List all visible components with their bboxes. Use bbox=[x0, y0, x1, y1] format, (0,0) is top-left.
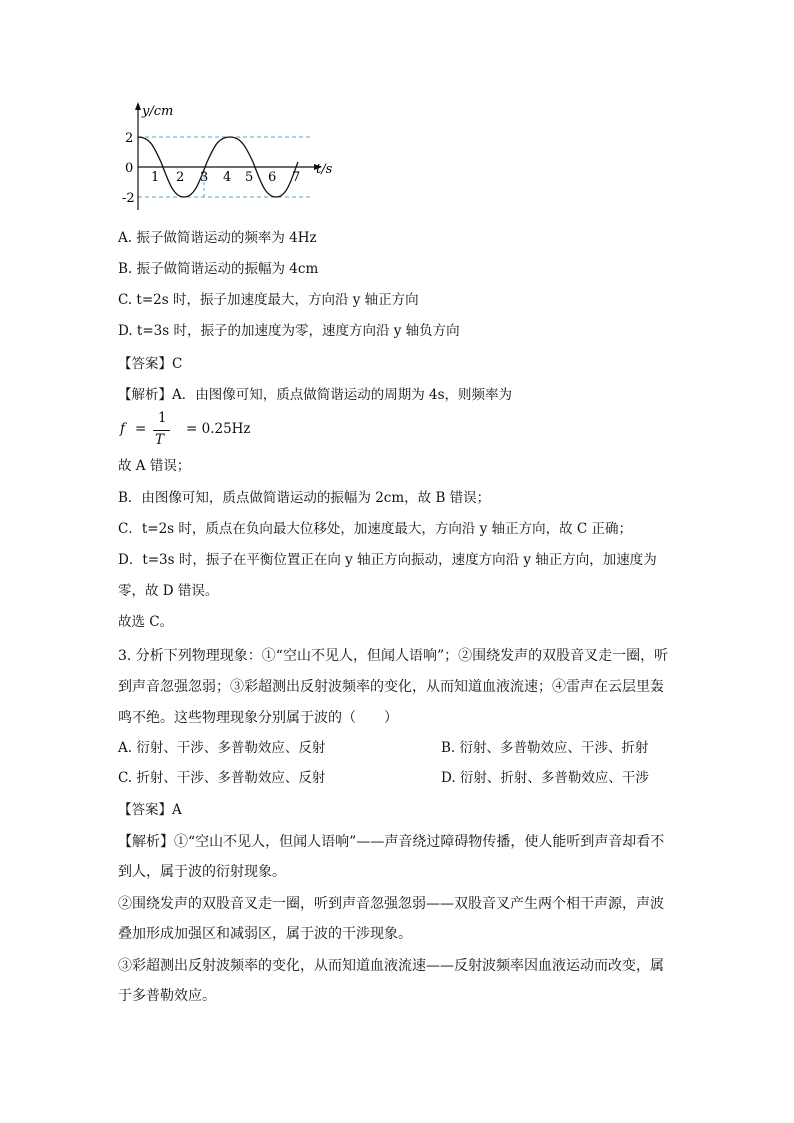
x-tick-1: 1 bbox=[151, 170, 160, 185]
q3-analysis-p3a: ③彩超测出反射波频率的变化，从而知道血液流速——反射波频率因血液运动而改变，属 bbox=[118, 958, 664, 974]
x-axis-label: t/s bbox=[316, 162, 333, 177]
y-tick-2: 2 bbox=[125, 131, 134, 146]
formula-denominator: T bbox=[155, 432, 165, 448]
q2-answer: 【答案】C bbox=[118, 356, 183, 372]
q3-analysis-p1a: 【解析】①“空山不见人，但闻人语响”——声音绕过障碍物传播，使人能听到声音却看不 bbox=[118, 834, 665, 850]
q2-option-a: A. 振子做简谐运动的频率为 4Hz bbox=[118, 230, 317, 246]
q3-option-d: D. 衍射、折射、多普勒效应、干涉 bbox=[441, 770, 649, 786]
q3-answer: 【答案】A bbox=[118, 802, 182, 818]
q3-analysis-p2b: 叠加形成加强区和减弱区，属于波的干涉现象。 bbox=[118, 926, 412, 942]
x-tick-6: 6 bbox=[268, 170, 277, 185]
q3-stem-line3: 鸣不绝。这些物理现象分别属于波的（ ） bbox=[118, 710, 398, 726]
y-tick-neg2: -2 bbox=[122, 191, 135, 206]
y-axis-label: y/cm bbox=[142, 104, 174, 119]
q2-conclusion: 故选 C。 bbox=[118, 614, 174, 630]
y-tick-0: 0 bbox=[125, 161, 134, 176]
frequency-formula bbox=[118, 410, 258, 454]
x-tick-4: 4 bbox=[223, 170, 232, 185]
q2-analysis-line2: 故 A 错误； bbox=[118, 458, 191, 474]
q2-option-d: D. t=3s 时，振子的加速度为零，速度方向沿 y 轴负方向 bbox=[118, 323, 460, 339]
q3-option-b: B. 衍射、多普勒效应、干涉、折射 bbox=[441, 740, 649, 756]
formula-numerator: 1 bbox=[158, 410, 167, 426]
q3-option-a: A. 衍射、干涉、多普勒效应、反射 bbox=[118, 740, 326, 756]
formula-lhs: f bbox=[120, 421, 125, 437]
q2-analysis-line4: C．t=2s 时，质点在负向最大位移处，加速度最大，方向沿 y 轴正方向，故 C 正确； bbox=[118, 521, 632, 537]
x-tick-7: 7 bbox=[292, 170, 301, 185]
q3-analysis-p1b: 到人，属于波的衍射现象。 bbox=[118, 864, 286, 880]
q2-analysis-line3: B．由图像可知，质点做简谐运动的振幅为 2cm，故 B 错误； bbox=[118, 490, 491, 506]
displacement-time-graph bbox=[122, 100, 348, 212]
x-tick-5: 5 bbox=[245, 170, 254, 185]
q3-analysis-p2a: ②围绕发声的双股音叉走一圈，听到声音忽强忽弱——双股音叉产生两个相干声源，声波 bbox=[118, 896, 664, 912]
x-tick-2: 2 bbox=[176, 170, 185, 185]
q3-stem-line1: 3. 分析下列物理现象：①“空山不见人，但闻人语响”；②围绕发声的双股音叉走一圈，听 bbox=[118, 648, 669, 664]
q2-analysis-line5b: 零，故 D 错误。 bbox=[118, 583, 219, 599]
q2-analysis-line1: 【解析】A．由图像可知，质点做简谐运动的周期为 4s，则频率为 bbox=[118, 387, 513, 403]
fraction-bar bbox=[153, 430, 170, 431]
q3-stem-line2: 到声音忽强忽弱；③彩超测出反射波频率的变化，从而知道血液流速；④雷声在云层里轰 bbox=[118, 679, 664, 695]
q2-analysis-line5a: D．t=3s 时，振子在平衡位置正在向 y 轴正方向振动，速度方向沿 y 轴正方向，加速度为 bbox=[118, 552, 657, 568]
y-axis-arrow bbox=[135, 102, 141, 110]
formula-value: = 0.25Hz bbox=[186, 421, 251, 437]
q2-option-b: B. 振子做简谐运动的振幅为 4cm bbox=[118, 261, 319, 277]
q2-option-c: C. t=2s 时，振子加速度最大，方向沿 y 轴正方向 bbox=[118, 292, 419, 308]
formula-equals: = bbox=[135, 421, 147, 437]
x-tick-3: 3 bbox=[200, 170, 209, 185]
q3-option-c: C. 折射、干涉、多普勒效应、反射 bbox=[118, 770, 326, 786]
q3-analysis-p3b: 于多普勒效应。 bbox=[118, 988, 216, 1004]
